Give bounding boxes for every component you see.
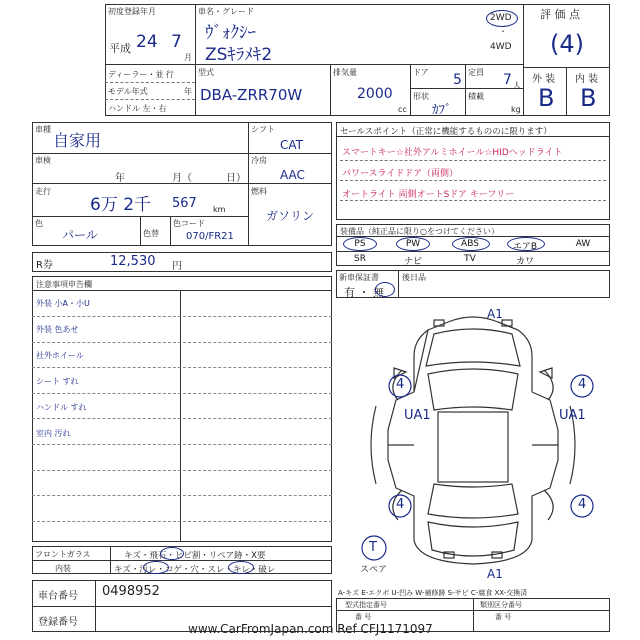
shift-value: CAT [280,138,303,152]
tire-rear-right: 4 [578,497,587,512]
equip-airbag: エアB [512,242,538,252]
recycle-label: R券 [36,260,53,271]
recycle-frame [32,252,332,272]
notes-title: 注意事項申告欄 [36,280,92,289]
drive-2wd: 2WD [490,13,512,23]
vehicle-type-label: 車種 [35,125,51,134]
first-reg-label: 初度登録年月 [108,7,156,16]
color-code-label: 色コード [173,219,205,228]
front-glass-chip-circle [160,547,184,560]
color-value: パール [62,228,98,242]
interior-label: 内 装 [575,74,599,85]
equip-pw-circle [396,237,430,251]
front-glass-label: フロントガラス [35,550,91,559]
note-line-6: 室内 汚れ [36,429,71,438]
category-sub-label: 番 号 [495,613,512,621]
shift-label: シフト [251,125,275,134]
sales-points-title: セールスポイント（正常に機能するもののに限ります） [340,127,552,137]
sales-point-3: オートライト 両側オートSドア キーフリー [342,190,515,200]
car-name: ｳﾞｫｸｼｰ [205,23,256,43]
equip-ps-circle [343,237,377,251]
inspection-month: 月（ [172,173,192,184]
note-line-1: 外装 小A・小U [36,299,90,308]
side-right-mark: UA1 [559,408,586,423]
reg-number-label: 登録番号 [38,617,78,628]
equip-sr: SR [354,254,366,264]
shape: ｶﾌﾞ [432,103,452,118]
score-label: 評 価 点 [540,8,580,21]
equipment-title: 装備品（純正品に限り○をつけてください） [340,227,499,236]
category-number-label: 類別区分番号 [480,601,522,609]
reg-year: 24 [136,32,158,52]
note-line-3: 社外ホイール [36,351,84,360]
model-year-unit: 年 [184,87,192,96]
form-number-label: 型式指定番号 [345,601,387,609]
dealer-label: ディーラー・並 行 [108,70,174,79]
interior-dirt-circle [143,561,169,574]
car-diagram [336,300,610,585]
model-year-label: モデル年式 [108,87,148,96]
mileage-sub: 567 [172,196,197,211]
note-rule [32,316,332,317]
warranty-value: 有 ・ 無 [344,286,384,299]
mileage-value: 6万 2千 [90,195,152,215]
interior-cond-value: キズ・汚レ・コゲ・穴・スレ・キレ・破レ [114,565,276,575]
score-value: (4) [550,30,584,58]
note-line-2: 外装 色あせ [36,325,79,334]
side-left-mark: UA1 [404,408,431,423]
note-rule [32,470,332,471]
front-damage-mark: A1 [487,307,503,321]
model-code-label: 型式 [198,68,214,77]
capacity-label: 定員 [468,68,484,77]
interior-wear-circle [228,561,254,574]
displacement-label: 排気量 [333,68,357,77]
chassis-label: 車台番号 [38,591,78,602]
chassis-value: 0498952 [102,584,160,599]
note-rule [32,418,332,419]
tire-front-left: 4 [396,377,405,392]
exterior-grade: B [538,84,555,112]
equip-abs-circle [452,237,490,251]
reg-month: 7 [171,32,182,52]
door-label: ドア [413,68,429,77]
handle-label: ハンドル 左・右 [108,104,167,113]
note-rule [32,444,332,445]
fuel-value: ガソリン [266,209,315,223]
front-glass-value: キズ・飛石・ヒビ割・リペア跡・X要 [124,551,266,561]
note-rule [32,521,332,522]
note-line-5: ハンドル すれ [36,403,87,412]
warranty-back-label: 後日品 [402,273,426,282]
cc-unit: cc [398,105,407,114]
color-code: 070/FR21 [186,231,234,242]
kg-unit: kg [511,105,521,114]
drive-dot: ・ [499,27,507,36]
note-line-4: シート すれ [36,377,79,386]
displacement: 2000 [357,86,393,102]
color-change-label: 色替 [143,229,159,238]
km-unit: km [213,205,226,214]
equip-abs: ABS [461,239,479,249]
equip-ps: PS [354,239,366,249]
equip-leather: カワ [515,257,534,267]
car-name-label: 車名・グレード [198,7,254,16]
load-label: 積載 [468,92,484,101]
equip-navi: ナビ [403,257,422,267]
month-unit: 月 [184,53,192,62]
warranty-none-circle [375,282,395,297]
doors: 5 [453,72,462,88]
grade: ZSｷﾗﾒｷ2 [205,45,273,65]
capacity: 7 [503,72,512,88]
interior-grade: B [580,84,597,112]
recycle-unit: 円 [172,261,182,272]
warranty-new-label: 新車保証書 [339,273,379,282]
shape-label: 形状 [413,92,429,101]
note-rule [32,393,332,394]
inspection-year: 年 [115,173,125,184]
inspection-day: 日） [226,173,246,184]
ac-label: 冷房 [251,156,267,165]
tire-front-right: 4 [578,377,587,392]
form-sub-label: 番 号 [355,613,372,621]
interior-cond-label: 内装 [55,564,71,573]
sales-point-2: パワースライドドア（両側） [342,169,459,179]
color-label: 色 [35,219,43,228]
equip-tv: TV [464,254,476,264]
sales-point-1: スマートキー☆社外アルミホイール☆HIDヘッドライト [342,148,563,158]
drive-4wd: 4WD [490,42,512,52]
vehicle-type: 自家用 [53,131,102,150]
fuel-label: 燃料 [251,187,267,196]
inspection-label: 車検 [35,156,51,165]
note-rule [32,495,332,496]
capacity-unit: 人 [513,81,521,90]
ac-value: AAC [280,168,305,182]
exterior-label: 外 装 [532,74,556,85]
watermark: www.CarFromJapan.com Ref CFJ1171097 [188,622,433,636]
recycle-value: 12,530 [110,254,156,269]
equip-pw: PW [405,239,421,249]
equip-airbag-circle [507,237,545,251]
era-label: 平成 [109,42,131,55]
rear-damage-mark: A1 [487,567,503,581]
mileage-label: 走行 [35,187,51,196]
note-rule [32,367,332,368]
spare-mark: T [369,540,377,555]
note-rule [32,342,332,343]
spare-label: スペア [360,565,388,575]
equip-aw: AW [575,239,591,249]
model-code: DBA-ZRR70W [200,86,303,104]
damage-legend: A-キズ E-エクボ U-凹み W-補修跡 S-サビ C-腐食 XX-交換済 [338,589,528,597]
tire-rear-left: 4 [396,497,405,512]
